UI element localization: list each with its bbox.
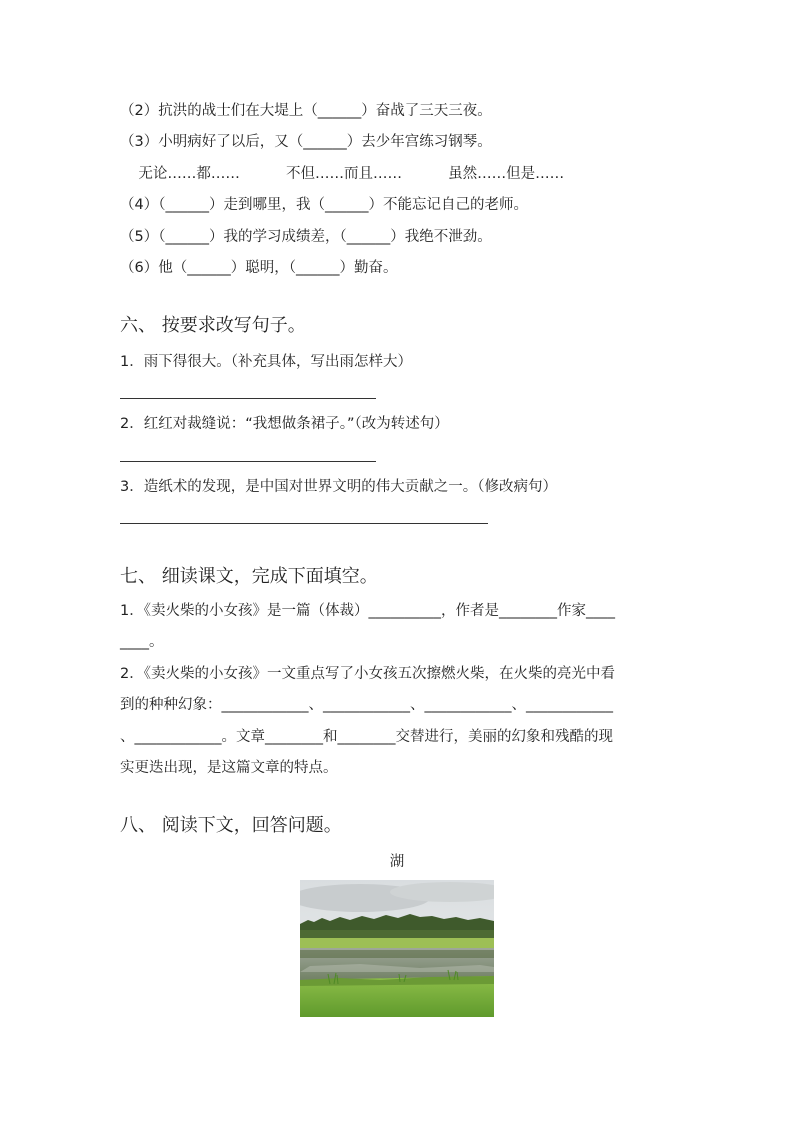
question-7-2-line3: 、____________。文章________和________交替进行，美丽的幻象和残酷的现	[120, 729, 613, 745]
section-6-heading: 六、 按要求改写句子。	[120, 315, 306, 336]
question-5-3: （3）小明病好了以后，又（______）去少年宫练习钢琴。	[120, 134, 492, 150]
question-6-3: 3．造纸术的发现，是中国对世界文明的伟大贡献之一。（修改病句）	[120, 479, 557, 495]
question-7-2-line2: 到的种种幻象：____________、____________、____________、____________	[120, 697, 613, 713]
lake-photo	[300, 880, 494, 1017]
question-6-2: 2．红红对裁缝说：“我想做条裙子。”（改为转述句）	[120, 416, 449, 432]
question-7-1: 1．《卖火柴的小女孩》是一篇（体裁）__________，作者是________作家____	[120, 603, 615, 619]
question-5-6: （6）他（______）聪明，（______）勤奋。	[120, 260, 398, 276]
answer-line-6-3[interactable]	[120, 523, 488, 524]
question-6-1: 1．雨下得很大。（补充具体，写出雨怎样大）	[120, 354, 412, 370]
section-7-heading: 七、 细读课文，完成下面填空。	[120, 566, 378, 587]
question-5-2: （2）抗洪的战士们在大堤上（______）奋战了三天三夜。	[120, 103, 492, 119]
conjunction-options: 无论……都…… 不但……而且…… 虽然……但是……	[120, 166, 565, 182]
question-7-1-cont: ____。	[120, 634, 164, 650]
question-5-4: （4）（______）走到哪里，我（______）不能忘记自己的老师。	[120, 197, 528, 213]
question-5-5: （5）（______）我的学习成绩差，（______）我绝不泄劲。	[120, 229, 492, 245]
answer-line-6-1[interactable]	[120, 398, 376, 399]
question-7-2-line4: 实更迭出现，是这篇文章的特点。	[120, 760, 338, 776]
section-8-heading: 八、 阅读下文，回答问题。	[120, 815, 342, 836]
passage-title: 湖	[389, 854, 405, 870]
answer-line-6-2[interactable]	[120, 461, 376, 462]
question-7-2: 2．《卖火柴的小女孩》一文重点写了小女孩五次擦燃火柴，在火柴的亮光中看	[120, 666, 615, 682]
